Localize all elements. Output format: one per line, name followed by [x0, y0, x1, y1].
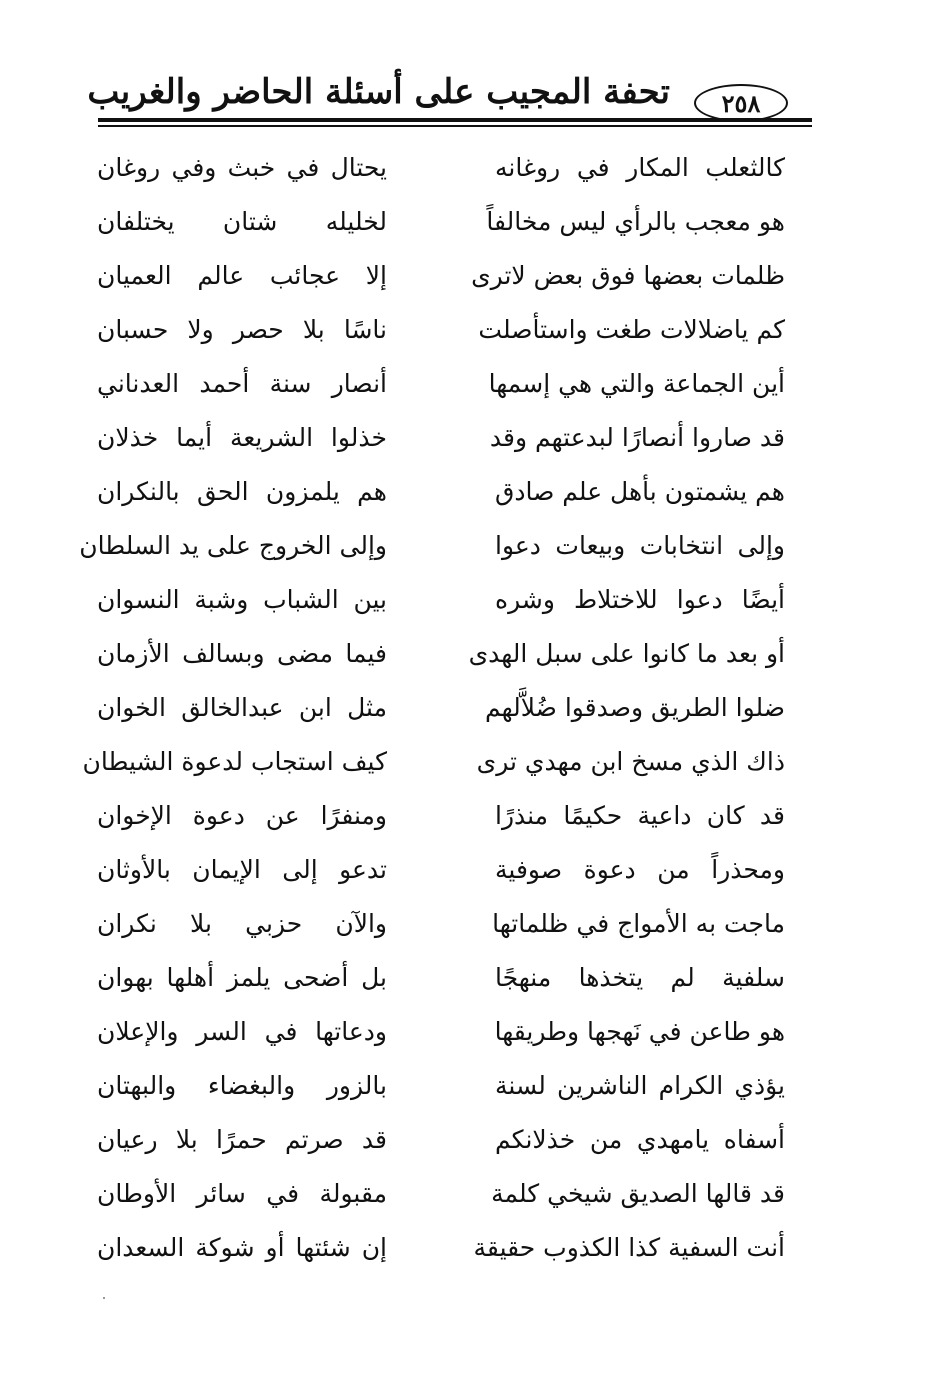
verse-right-hemistich: أيضًا دعوا للاختلاط وشره: [495, 585, 785, 614]
verse-right-hemistich: سلفية لم يتخذها منهجًا: [495, 963, 785, 992]
verse-right-hemistich: هو معجب بالرأي ليس مخالفاً: [486, 207, 785, 236]
verse-right-hemistich: كم ياضلالات طغت واستأصلت: [478, 315, 785, 344]
verse-right-hemistich: كالثعلب المكار في روغانه: [495, 153, 785, 182]
verse-right-hemistich: وإلى انتخابات وبيعات دعوا: [495, 531, 785, 560]
verse: [0, 308, 931, 362]
verse-right-hemistich: ومحذراً من دعوة صوفية: [495, 855, 785, 884]
verse: [0, 632, 931, 686]
verse: [0, 1118, 931, 1172]
verse-right-hemistich: ماجت به الأمواج في ظلماتها: [492, 909, 785, 938]
verse-left-hemistich: والآن حزبي بلا نكران: [97, 909, 387, 938]
header-rule-thin: [98, 125, 812, 127]
page-header: [87, 72, 810, 132]
verse-right-hemistich: هم يشمتون بأهل علم صادق: [494, 477, 785, 506]
verse-left-hemistich: كيف استجاب لدعوة الشيطان: [82, 747, 387, 776]
verse-right-hemistich: قد قالها الصديق شيخي كلمة: [491, 1179, 785, 1208]
verse-left-hemistich: يحتال في خبث وفي روغان: [97, 153, 387, 182]
verse: [0, 254, 931, 308]
verse-left-hemistich: خذلوا الشريعة أيما خذلان: [97, 423, 387, 452]
verse: [0, 1172, 931, 1226]
verse-right-hemistich: يؤذي الكرام الناشرين لسنة: [495, 1071, 785, 1100]
verse: [0, 470, 931, 524]
verse-right-hemistich: أسفاه يامهدي من خذلانكم: [495, 1125, 785, 1154]
verse: [0, 362, 931, 416]
book-title: تحفة المجيب على أسئلة الحاضر والغريب: [87, 72, 670, 112]
verse: [0, 794, 931, 848]
verse: [0, 848, 931, 902]
verse-left-hemistich: قد صرتم حمرًا بلا رعيان: [97, 1125, 387, 1154]
verse: [0, 578, 931, 632]
verse-right-hemistich: قد صاروا أنصارًا لبدعتهم وقد: [489, 423, 785, 452]
verse-left-hemistich: ناسًا بلا حصر ولا حسبان: [97, 315, 387, 344]
verse: [0, 956, 931, 1010]
verse-left-hemistich: تدعو إلى الإيمان بالأوثان: [97, 855, 387, 884]
verse-right-hemistich: أين الجماعة والتي هي إسمها: [488, 369, 785, 398]
verse-left-hemistich: بالزور والبغضاء والبهتان: [97, 1071, 387, 1100]
verse: [0, 740, 931, 794]
verse-left-hemistich: أنصار سنة أحمد العدناني: [97, 369, 387, 398]
verse: [0, 146, 931, 200]
verse-left-hemistich: هم يلمزون الحق بالنكران: [97, 477, 387, 506]
verse: [0, 1064, 931, 1118]
verse-left-hemistich: بين الشباب وشبة النسوان: [97, 585, 387, 614]
verse: [0, 686, 931, 740]
verse-right-hemistich: أو بعد ما كانوا على سبل الهدى: [468, 639, 785, 668]
verse-left-hemistich: فيما مضى وبسالف الأزمان: [97, 639, 387, 668]
verse-left-hemistich: وإلى الخروج على يد السلطان: [79, 531, 387, 560]
verse-right-hemistich: قد كان داعية حكيمًا منذرًا: [495, 801, 785, 830]
verse: [0, 1010, 931, 1064]
verse-left-hemistich: لخليله شتان يختلفان: [97, 207, 387, 236]
verse-right-hemistich: ضلوا الطريق وصدقوا ضُلاَّلهم: [484, 693, 785, 722]
verse-right-hemistich: ذاك الذي مسخ ابن مهدي ترى: [476, 747, 785, 776]
verse-left-hemistich: بل أضحى يلمز أهلها بهوان: [97, 963, 387, 992]
verse-right-hemistich: هو طاعن في نَهجها وطريقها: [494, 1017, 785, 1046]
page-number: ٢٥٨: [694, 84, 788, 122]
verse: [0, 902, 931, 956]
verse-left-hemistich: مقبولة في سائر الأوطان: [97, 1179, 387, 1208]
scan-speck: [103, 1297, 105, 1299]
verse: [0, 1226, 931, 1280]
verse-left-hemistich: إلا عجائب عالم العميان: [97, 261, 387, 290]
verse: [0, 200, 931, 254]
verse-left-hemistich: إن شئتها أو شوكة السعدان: [97, 1233, 387, 1262]
verse-right-hemistich: أنت السفية كذا الكذوب حقيقة: [473, 1233, 785, 1262]
verse-left-hemistich: مثل ابن عبدالخالق الخوان: [97, 693, 387, 722]
verse: [0, 416, 931, 470]
verse-left-hemistich: ودعاتها في السر والإعلان: [97, 1017, 387, 1046]
header-rule-thick: [98, 118, 812, 122]
verse-right-hemistich: ظلمات بعضها فوق بعض لاترى: [471, 261, 785, 290]
verse: [0, 524, 931, 578]
verse-left-hemistich: ومنفرًا عن دعوة الإخوان: [97, 801, 387, 830]
